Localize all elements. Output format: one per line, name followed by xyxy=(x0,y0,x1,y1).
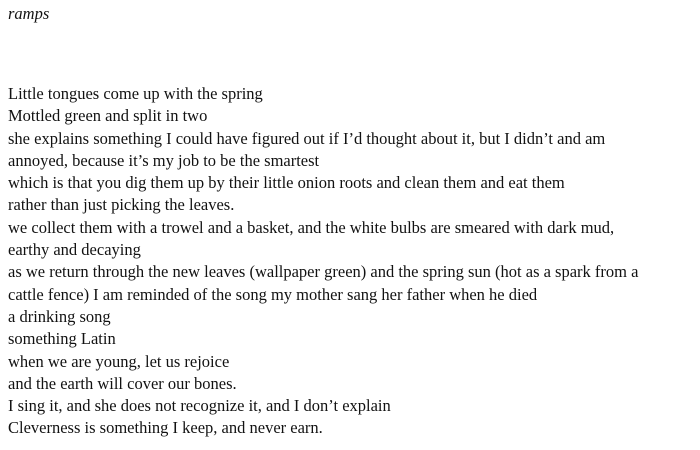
poem-line: she explains something I could have figured out if I’d thought about it, but I didn’t and am xyxy=(8,128,606,148)
poem-line: we collect them with a trowel and a basket, and the white bulbs are smeared with dark mud, xyxy=(8,217,615,237)
poem-line: Little tongues come up with the spring xyxy=(8,84,263,103)
poem-line: rather than just picking the leaves. xyxy=(8,195,235,215)
poem-line: something Latin xyxy=(8,329,116,349)
poem-body xyxy=(8,83,700,440)
poem-line: a drinking song xyxy=(8,306,111,326)
poem-line: Mottled green and split in two xyxy=(8,106,208,126)
poem-line: earthy and decaying xyxy=(8,240,141,260)
poem-line: and the earth will cover our bones. xyxy=(8,373,237,393)
poem-line: Cleverness is something I keep, and never earn. xyxy=(8,418,323,438)
poem-line: annoyed, because it’s my job to be the smartest xyxy=(8,150,320,170)
poem-line: when we are young, let us rejoice xyxy=(8,351,230,371)
poem-line: as we return through the new leaves (wallpaper green) and the spring sun (hot as a spark from a xyxy=(8,262,639,282)
poem-line: cattle fence) I am reminded of the song my mother sang her father when he died xyxy=(8,284,538,304)
poem-line: which is that you dig them up by their little onion roots and clean them and eat them xyxy=(8,173,565,193)
poem-line: I sing it, and she does not recognize it, and I don’t explain xyxy=(8,396,391,416)
poem-title: ramps xyxy=(8,4,50,23)
